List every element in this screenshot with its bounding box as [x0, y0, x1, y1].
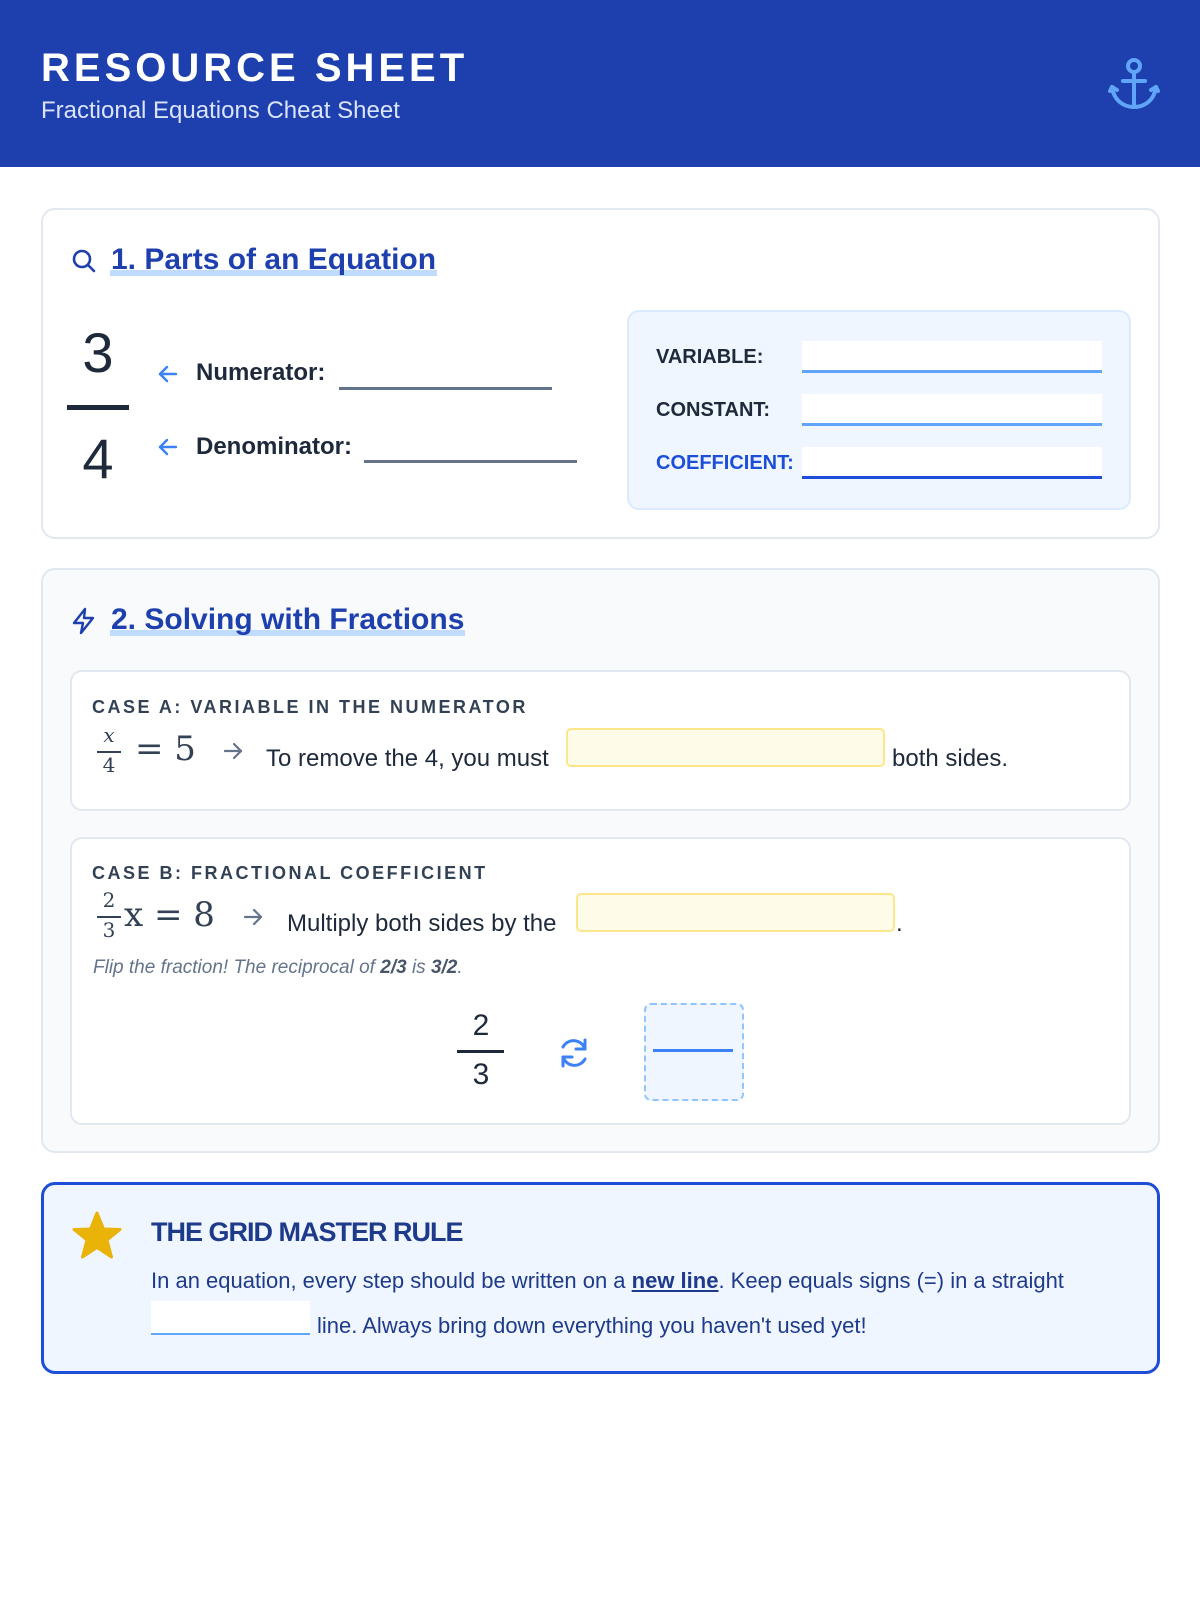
page-header	[0, 0, 1200, 167]
lightning-icon	[70, 607, 98, 635]
anchor-icon	[1108, 57, 1160, 111]
arrow-right-icon	[222, 740, 244, 762]
case-a-text-before: To remove the 4, you must	[266, 745, 549, 772]
case-b-equation-fraction	[97, 890, 121, 942]
fraction-denominator: 4	[82, 427, 114, 490]
flip-fraction-denominator: 3	[472, 1058, 490, 1091]
numerator-label: Numerator:	[196, 359, 326, 386]
case-b-text-after: .	[896, 910, 903, 937]
case-a-eq-denominator: 4	[102, 753, 116, 777]
search-icon	[70, 247, 98, 275]
case-b-hint: Flip the fraction! The reciprocal of 2/3 is 3/2.	[93, 957, 463, 978]
page-subtitle: Fractional Equations Cheat Sheet	[41, 97, 400, 124]
case-a-eq-numerator: x	[103, 723, 115, 747]
flip-fraction-numerator: 2	[472, 1009, 490, 1042]
reciprocal-fraction-bar	[653, 1049, 733, 1052]
flip-fraction-bar	[457, 1050, 504, 1053]
section-title-solving: 2. Solving with Fractions	[111, 603, 465, 636]
case-b-eq-rest: x = 8	[124, 895, 215, 935]
fraction-bar	[67, 405, 129, 410]
case-a-equation-fraction	[97, 725, 121, 777]
rule-title: THE GRID MASTER RULE	[151, 1217, 463, 1247]
refresh-icon	[556, 1035, 592, 1071]
numerator-answer-line[interactable]	[339, 387, 552, 390]
case-b-text-before: Multiply both sides by the	[287, 910, 557, 937]
case-a-label: CASE A: VARIABLE IN THE NUMERATOR	[92, 697, 528, 717]
coefficient-field[interactable]	[802, 447, 1102, 479]
fraction-numerator: 3	[82, 321, 114, 384]
arrow-right-icon	[242, 906, 264, 928]
arrow-left-icon	[157, 436, 179, 458]
arrow-left-icon	[157, 363, 179, 385]
case-b-answer-box[interactable]	[576, 893, 895, 932]
rule-blank-field[interactable]	[151, 1301, 310, 1335]
constant-field[interactable]	[802, 394, 1102, 426]
rule-emphasis: new line	[631, 1268, 719, 1293]
case-b-label: CASE B: FRACTIONAL COEFFICIENT	[92, 863, 488, 883]
variable-field[interactable]	[802, 341, 1102, 373]
constant-label: CONSTANT:	[656, 399, 771, 421]
rule-line-1: In an equation, every step should be written on a new line. Keep equals signs (=) in a straight	[151, 1268, 1064, 1293]
reciprocal-answer-box[interactable]	[644, 1003, 744, 1101]
variable-label: VARIABLE:	[656, 346, 764, 368]
denominator-answer-line[interactable]	[364, 460, 577, 463]
case-b-eq-numerator: 2	[102, 888, 116, 912]
case-b-eq-denominator: 3	[102, 918, 116, 942]
case-a-eq-rest: = 5	[135, 729, 196, 769]
rule-line-2: line. Always bring down everything you haven't used yet!	[317, 1313, 867, 1338]
section-title-parts: 1. Parts of an Equation	[111, 243, 437, 276]
denominator-label: Denominator:	[196, 433, 352, 460]
case-a-text-after: both sides.	[892, 745, 1009, 772]
page-title: RESOURCE SHEET	[41, 46, 469, 90]
case-a-answer-box[interactable]	[566, 728, 885, 767]
star-icon	[70, 1210, 124, 1262]
coefficient-label: COEFFICIENT:	[656, 452, 794, 474]
